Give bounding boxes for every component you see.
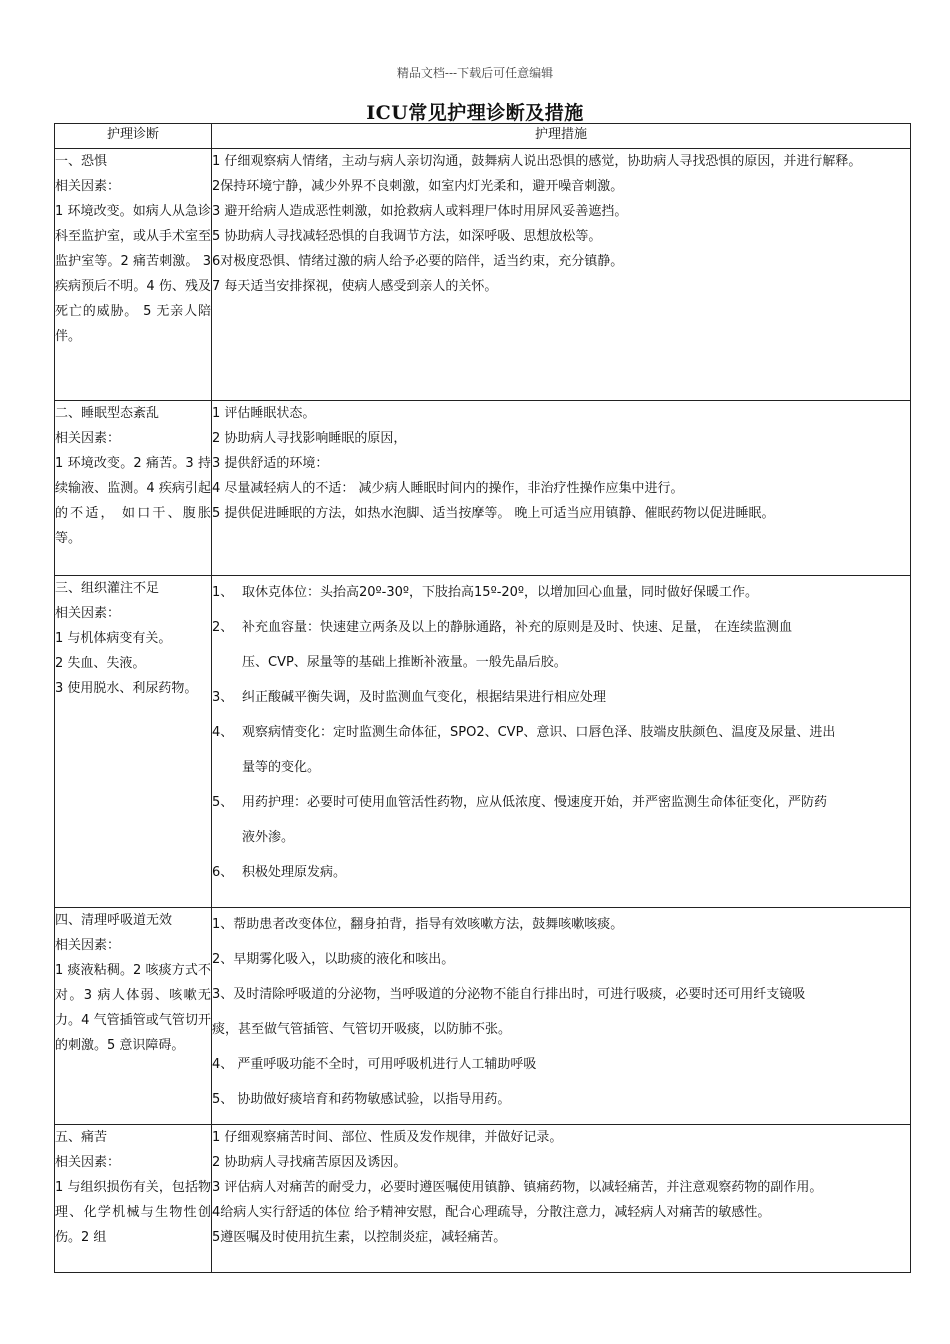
measure-item: 1 仔细观察病人情绪，主动与病人亲切沟通，鼓舞病人说出恐惧的感觉，协助病人寻找恐惧的原因，并进行解释。: [212, 154, 862, 169]
measure-item: 2 协助病人寻找影响睡眠的原因，: [212, 431, 407, 446]
diagnosis-title: 三、组织灌注不足: [55, 581, 160, 596]
measure-item: 4给病人实行舒适的体位 给予精神安慰，配合心理疏导，分散注意力，减轻病人对痛苦的敏感性。: [212, 1205, 771, 1220]
measures-cell: [212, 908, 911, 1125]
table-row: [55, 149, 911, 401]
measure-item: 5遵医嘱及时使用抗生素，以控制炎症，减轻痛苦。: [212, 1230, 507, 1245]
measure-item: 7 每天适当安排探视，使病人感受到亲人的关怀。: [212, 279, 498, 294]
measure-item: 痰，甚至做气管插管、气管切开吸痰，以防肺不张。: [212, 1022, 512, 1037]
measure-item: 3、及时清除呼吸道的分泌物，当呼吸道的分泌物不能自行排出时，可进行吸痰，必要时还可用纤支镜吸: [212, 987, 806, 1002]
measure-item: 1 仔细观察痛苦时间、部位、性质及发作规律，并做好记录。: [212, 1130, 563, 1145]
measures-cell: [212, 576, 911, 908]
diagnosis-title: 四、清理呼吸道无效: [55, 913, 173, 928]
related-factors-text: 1 环境改变。2 痛苦。3 持续输液、监测。4 疾病引起的不适， 如口干、腹胀等。: [55, 456, 211, 546]
measure-item: 1、帮助患者改变体位，翻身拍背，指导有效咳嗽方法，鼓舞咳嗽咳痰。: [212, 917, 624, 932]
measure-item: 3 避开给病人造成恶性刺激，如抢救病人或料理尸体时用屏风妥善遮挡。: [212, 204, 628, 219]
related-factors-label: 相关因素：: [55, 431, 121, 446]
measure-item: 2保持环境宁静，减少外界不良刺激，如室内灯光柔和，避开噪音刺激。: [212, 179, 624, 194]
measure-item: 压、CVP、尿量等的基础上推断补液量。一般先晶后胶。: [242, 655, 567, 670]
measure-item: 4 尽量减轻病人的不适： 减少病人睡眠时间内的操作，非治疗性操作应集中进行。: [212, 481, 684, 496]
measure-item: 3、 纠正酸碱平衡失调，及时监测血气变化，根据结果进行相应处理: [212, 690, 607, 705]
measure-item: 2、 补充血容量：快速建立两条及以上的静脉通路，补充的原则是及时、快速、足量， 在连续监测血: [212, 620, 793, 635]
measures-cell: [212, 1125, 911, 1273]
diagnosis-cell: [55, 576, 212, 908]
measure-item: 液外渗。: [242, 830, 295, 845]
table-row: [55, 1125, 911, 1273]
diagnosis-cell: [55, 401, 212, 576]
diagnosis-cell: [55, 1125, 212, 1273]
diagnosis-cell: [55, 908, 212, 1125]
column-header-diagnosis: 护理诊断: [55, 124, 212, 149]
measure-item: 5、 协助做好痰培育和药物敏感试验，以指导用药。: [212, 1092, 511, 1107]
related-factors-label: 相关因素：: [55, 606, 121, 621]
diagnosis-title: 五、痛苦: [55, 1130, 108, 1145]
nursing-table: [54, 123, 911, 1273]
document-title: ICU常见护理诊断及措施: [366, 102, 584, 124]
related-factors-text: 1 与机体病变有关。: [55, 631, 172, 646]
related-factors-label: 相关因素：: [55, 1155, 121, 1170]
measures-cell: [212, 149, 911, 401]
related-factors-text: 2 失血、失液。: [55, 656, 146, 671]
measure-item: 6、 积极处理原发病。: [212, 865, 347, 880]
measures-cell: [212, 401, 911, 576]
related-factors-text: 1 与组织损伤有关，包括物理、化学机械与生物性创伤。2 组: [55, 1180, 211, 1245]
related-factors-label: 相关因素：: [55, 938, 121, 953]
table-row: [55, 401, 911, 576]
related-factors-label: 相关因素：: [55, 179, 121, 194]
measure-item: 4、 观察病情变化：定时监测生命体征，SPO2、CVP、意识、口唇色泽、肢端皮肤颜色、温度及尿量、进出: [212, 725, 836, 740]
diagnosis-title: 二、睡眠型态紊乱: [55, 406, 160, 421]
measure-item: 1、 取休克体位：头抬高20º-30º，下肢抬高15º-20º，以增加回心血量，同时做好保暖工作。: [212, 585, 759, 600]
measure-item: 5 提供促进睡眠的方法，如热水泡脚、适当按摩等。 晚上可适当应用镇静、催眠药物以促进睡眠。: [212, 506, 775, 521]
measure-item: 4、 严重呼吸功能不全时，可用呼吸机进行人工辅助呼吸: [212, 1057, 537, 1072]
related-factors-text: 1 环境改变。如病人从急诊科至监护室，或从手术室至监护室等。2 痛苦刺激。 3 疾病预后不明。4 伤、残及死亡的威胁。 5 无亲人陪伴。: [55, 204, 212, 344]
table-row: [55, 576, 911, 908]
diagnosis-title: 一、恐惧: [55, 154, 108, 169]
measure-item: 6对极度恐惧、情绪过激的病人给予必要的陪伴，适当约束，充分镇静。: [212, 254, 624, 269]
measure-item: 3 提供舒适的环境：: [212, 456, 329, 471]
measure-item: 5 协助病人寻找减轻恐惧的自我调节方法，如深呼吸、思想放松等。: [212, 229, 602, 244]
column-header-measures: 护理措施: [212, 124, 911, 149]
related-factors-text: 3 使用脱水、利尿药物。: [55, 681, 198, 696]
measure-item: 2、早期雾化吸入，以助痰的液化和咳出。: [212, 952, 455, 967]
table-row: [55, 908, 911, 1125]
diagnosis-cell: [55, 149, 212, 401]
related-factors-text: 1 痰液粘稠。2 咳痰方式不对。3 病人体弱、咳嗽无力。4 气管插管或气管切开的刺激。5 意识障碍。: [55, 963, 211, 1053]
table-header-row: [55, 124, 911, 149]
measure-item: 1 评估睡眠状态。: [212, 406, 316, 421]
watermark-text: 精品文档---下载后可任意编辑: [396, 66, 554, 80]
measure-item: 2 协助病人寻找痛苦原因及诱因。: [212, 1155, 407, 1170]
measure-item: 量等的变化。: [242, 760, 321, 775]
measure-item: 5、 用药护理：必要时可使用血管活性药物，应从低浓度、慢速度开始，并严密监测生命体征变化，严防药: [212, 795, 828, 810]
measure-item: 3 评估病人对痛苦的耐受力，必要时遵医嘱使用镇静、镇痛药物，以减轻痛苦，并注意观察药物的副作用。: [212, 1180, 823, 1195]
